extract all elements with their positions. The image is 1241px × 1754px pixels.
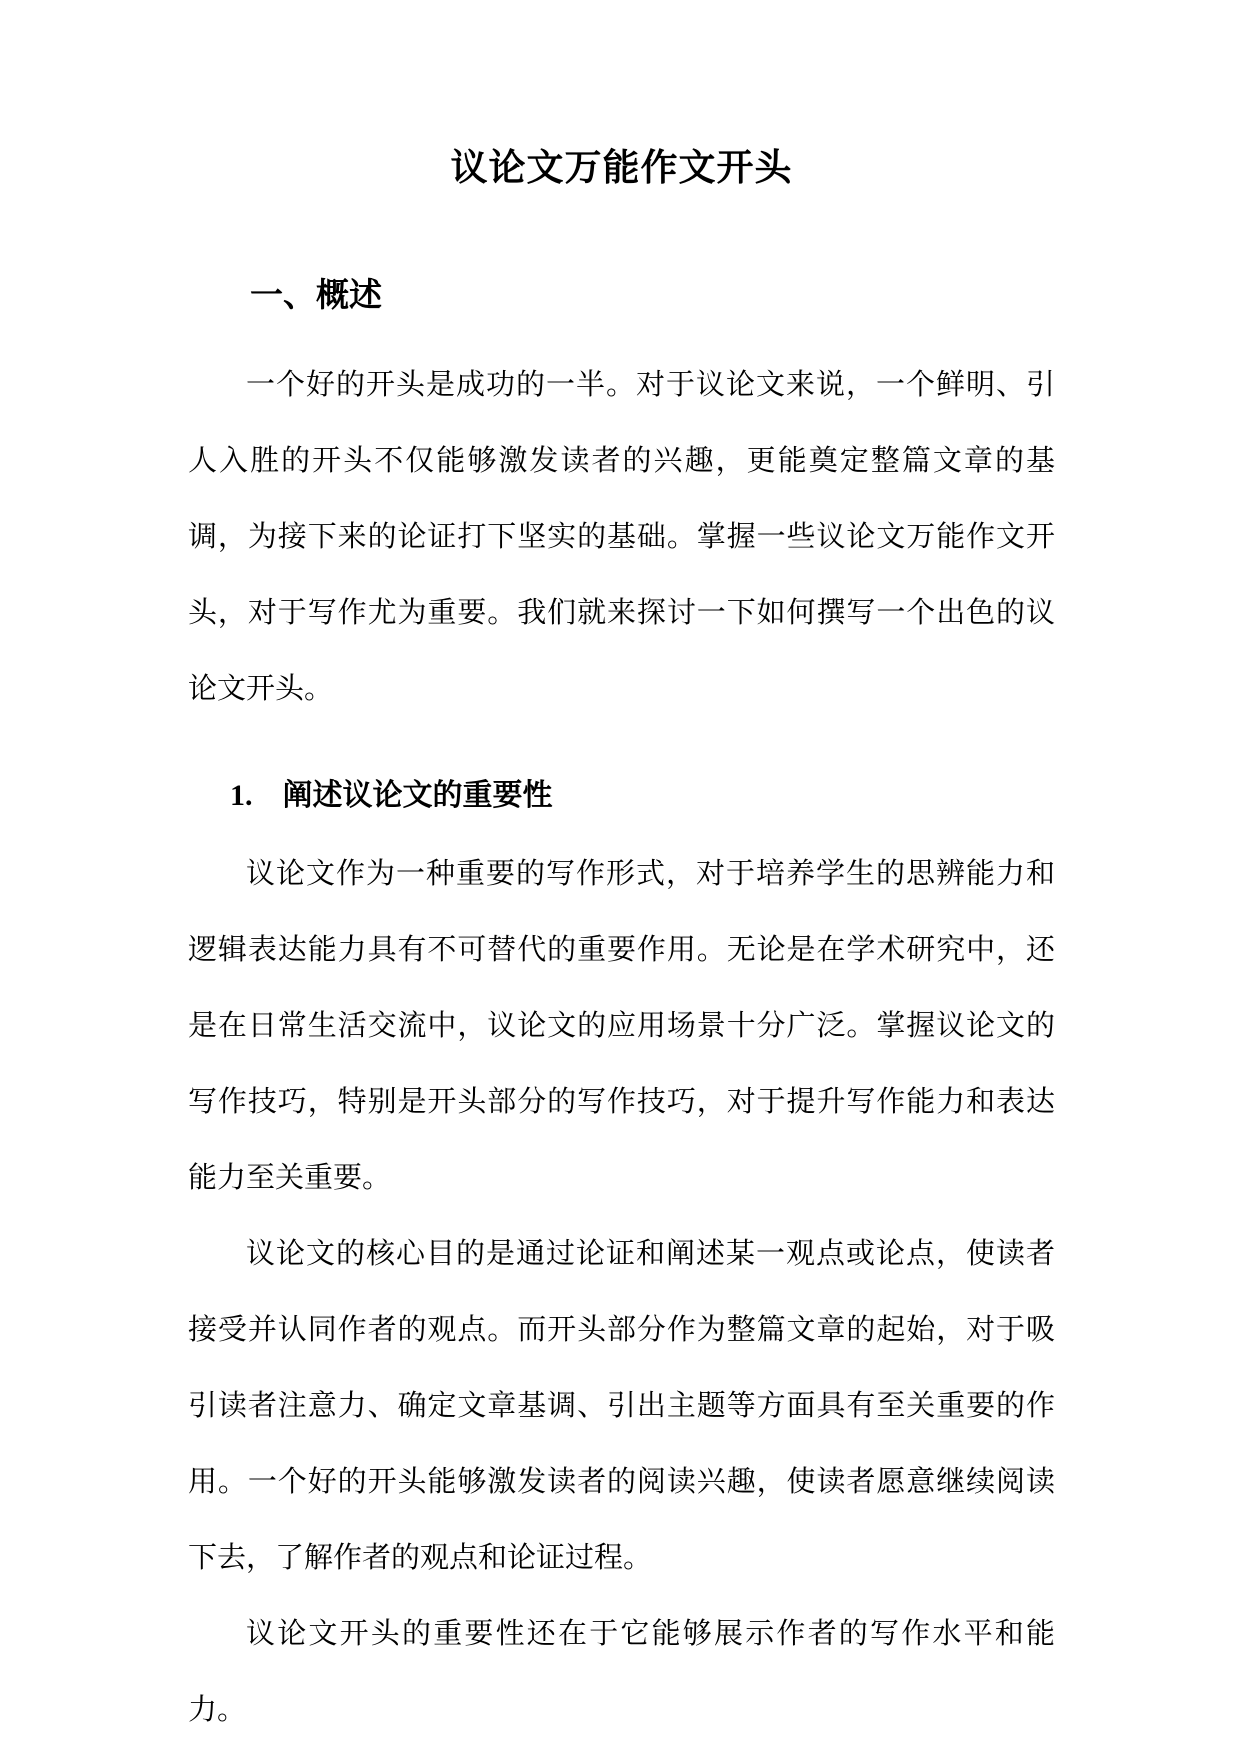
- section-heading-overview: 一、概述: [250, 278, 382, 314]
- paragraph-intro: 一个好的开头是成功的一半。对于议论文来说，一个鲜明、引人入胜的开头不仅能够激发读者的兴趣，更能奠定整篇文章的基调，为接下来的论证打下坚实的基础。掌握一些议论文万能作文开头，对于写作尤为重要。我们就来探讨一下如何撰写一个出色的议论文开头。: [188, 369, 1055, 705]
- document-title: 议论文万能作文开头: [450, 148, 793, 189]
- paragraph-body-3: 议论文开头的重要性还在于它能够展示作者的写作水平和能力。: [188, 1618, 1055, 1726]
- subsection-number: 1.: [230, 779, 253, 812]
- paragraph-body-1: 议论文作为一种重要的写作形式，对于培养学生的思辨能力和逻辑表达能力具有不可替代的重要作用。无论是在学术研究中，还是在日常生活交流中，议论文的应用场景十分广泛。掌握议论文的写作技巧，特别是开头部分的写作技巧，对于提升写作能力和表达能力至关重要。: [188, 858, 1055, 1194]
- subsection-title: 阐述议论文的重要性: [282, 779, 553, 812]
- paragraph-body-2: 议论文的核心目的是通过论证和阐述某一观点或论点，使读者接受并认同作者的观点。而开头部分作为整篇文章的起始，对于吸引读者注意力、确定文章基调、引出主题等方面具有至关重要的作用。一个好的开头能够激发读者的阅读兴趣，使读者愿意继续阅读下去，了解作者的观点和论证过程。: [188, 1238, 1055, 1574]
- subsection-heading-importance: [230, 777, 1055, 815]
